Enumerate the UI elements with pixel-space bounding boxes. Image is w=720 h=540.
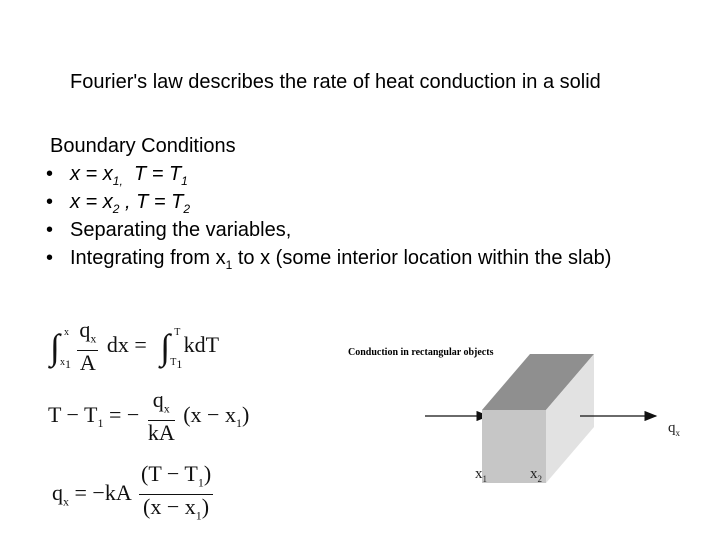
bullet-dot: • [46,247,54,269]
heat-flux-label: $q_x$ [668,420,680,438]
x1-label: $x_1$ [475,466,487,484]
equation-integral: ∫ x $x_1$ $\frac{q_x}{A}$ dx = ∫ T $T_1$ kdT [50,317,220,376]
bullet-item-x2: • $x = x_2$ , $T = T_2$ [48,188,668,216]
gradient-fraction: $\frac{(T - T_1)}{(x - x_1)}$ [141,461,212,523]
integral-sign: ∫ x $x_1$ [50,326,71,371]
diagram-title: Conduction in rectangular objects [348,347,494,358]
flux-over-ka-fraction: $\frac{q_x}{kA}$ [147,387,175,446]
bullet-item-integrating: • Integrating from $x_1$ to x (some interior location within the slab) [48,244,650,279]
equation-temperature: $T - T_1$ = − $\frac{q_x}{kA}$ $(x - x_1)$ [48,387,250,446]
boundary-conditions-heading: Boundary Conditions [50,135,236,157]
x2-label: $x_2$ [530,466,542,484]
equation-heat-flux: $q_x = -kA$ $\frac{(T - T_1)}{(x - x_1)}$ [52,462,216,528]
slide-title: Fourier's law describes the rate of heat conduction in a solid [70,71,601,93]
bullet-item-separating: • Separating the variables, [48,216,668,244]
bullet-item-x1: • $x = x_{1,}$ $T = T_1$ [48,160,668,188]
bullet-dot: • [46,163,54,185]
integral-sign: ∫ T $T_1$ [160,326,183,371]
bullet-dot: • [46,191,54,213]
flux-fraction: $\frac{q_x}{A}$ [79,317,97,376]
bullet-dot: • [46,219,54,241]
